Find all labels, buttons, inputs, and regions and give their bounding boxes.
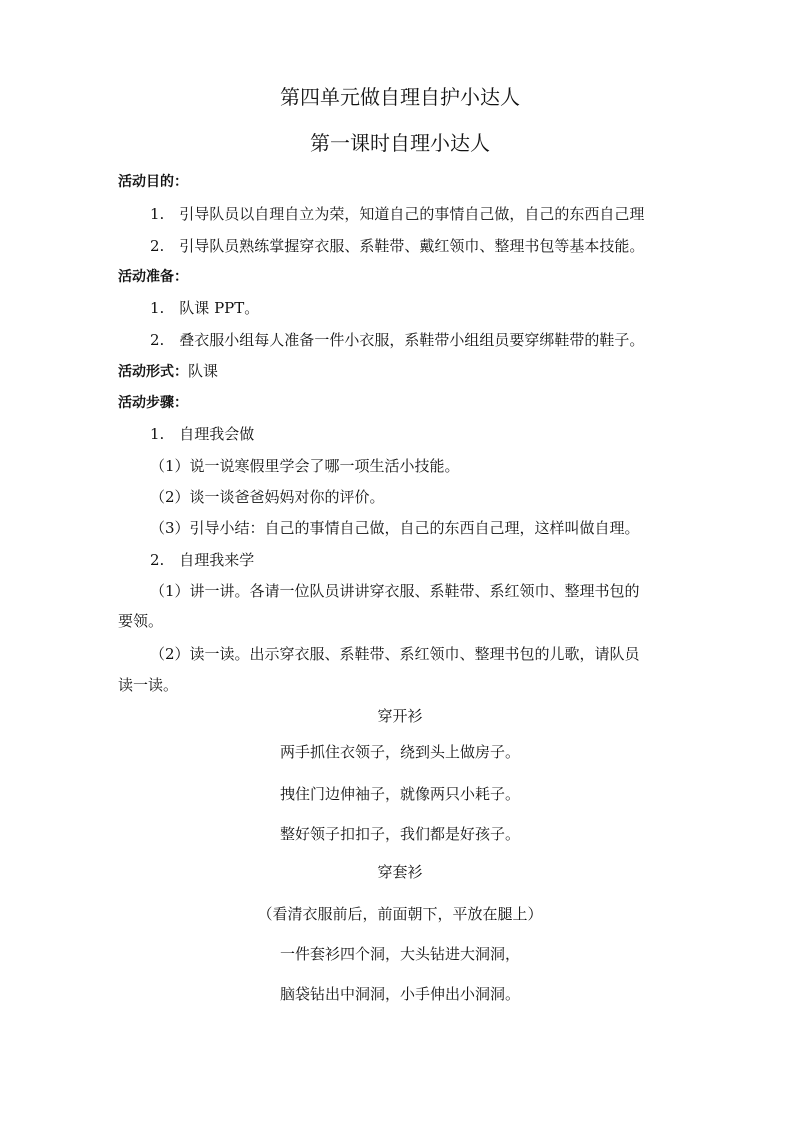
form-row	[118, 361, 218, 382]
purpose-heading: 活动目的：	[118, 174, 188, 190]
step-item-continuation: 要领。	[118, 612, 164, 630]
step-item: （2）谈一谈爸爸妈妈对你的评价。	[150, 488, 385, 506]
form-heading: 活动形式：	[118, 364, 188, 380]
poem-line: 脑袋钻出中洞洞，小手伸出小洞洞。	[279, 985, 520, 1003]
steps-heading: 活动步骤：	[118, 395, 188, 411]
poem-title: 穿套衫	[377, 863, 423, 881]
poem-line: 拽住门边伸袖子，就像两只小耗子。	[279, 785, 520, 803]
poem-note: （看清衣服前后，前面朝下，平放在腿上）	[257, 905, 543, 923]
poem-line: 两手抓住衣领子，绕到头上做房子。	[279, 743, 520, 761]
preparation-item: 2. 叠衣服小组每人准备一件小衣服，系鞋带小组组员要穿绑鞋带的鞋子。	[150, 331, 645, 349]
document-subtitle: 第一课时自理小达人	[310, 131, 490, 155]
poem-line: 整好领子扣扣子，我们都是好孩子。	[279, 825, 520, 843]
form-value: 队课	[188, 362, 219, 380]
purpose-item: 1. 引导队员以自理自立为荣，知道自己的事情自己做，自己的东西自己理	[150, 205, 645, 223]
document-title: 第四单元做自理自护小达人	[280, 85, 520, 109]
preparation-item: 1. 队课 PPT。	[150, 299, 260, 317]
step-item: （2）读一读。出示穿衣服、系鞋带、系红领巾、整理书包的儿歌，请队员	[150, 645, 640, 663]
step-title: 1. 自理我会做	[150, 425, 255, 443]
step-item: （1）讲一讲。各请一位队员讲讲穿衣服、系鞋带、系红领巾、整理书包的	[150, 582, 640, 600]
preparation-heading: 活动准备：	[118, 269, 188, 285]
poem-title: 穿开衫	[377, 707, 423, 725]
step-title: 2. 自理我来学	[150, 551, 255, 569]
step-item-continuation: 读一读。	[118, 676, 179, 694]
poem-line: 一件套衫四个洞，大头钻进大洞洞，	[279, 945, 520, 963]
step-item: （3）引导小结：自己的事情自己做，自己的东西自己理，这样叫做自理。	[150, 519, 640, 537]
purpose-item: 2. 引导队员熟练掌握穿衣服、系鞋带、戴红领巾、整理书包等基本技能。	[150, 237, 645, 255]
step-item: （1）说一说寒假里学会了哪一项生活小技能。	[150, 457, 460, 475]
